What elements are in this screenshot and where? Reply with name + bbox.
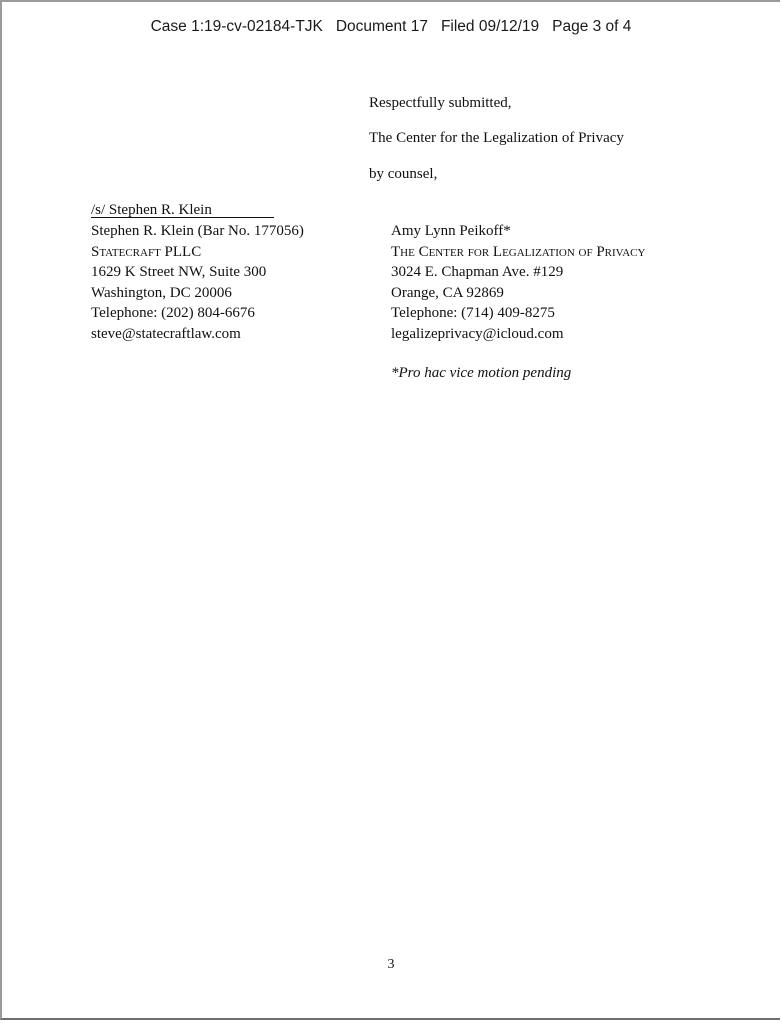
left-counsel-city: Washington, DC 20006	[91, 284, 232, 301]
right-counsel-email: legalizeprivacy@icloud.com	[391, 325, 564, 342]
closing-respectfully: Respectfully submitted,	[369, 95, 512, 111]
page-number: 3	[387, 957, 395, 972]
closing-by-counsel: by counsel,	[369, 166, 438, 182]
left-counsel-phone: Telephone: (202) 804-6676	[91, 305, 255, 321]
left-counsel-name: Stephen R. Klein (Bar No. 177056)	[91, 223, 304, 239]
left-counsel-firm: Statecraft PLLC	[91, 243, 202, 260]
filed-date: Filed 09/12/19	[440, 18, 540, 35]
closing-organization: The Center for the Legalization of Privacy	[369, 130, 624, 146]
right-counsel-block	[391, 221, 645, 344]
document-number: Document 17	[335, 18, 429, 35]
page-indicator: Page 3 of 4	[552, 18, 632, 35]
left-counsel-email: steve@statecraftlaw.com	[91, 325, 241, 342]
case-header	[0, 18, 782, 36]
right-counsel-org: The Center for Legalization of Privacy	[391, 243, 646, 260]
right-counsel-street: 3024 E. Chapman Ave. #129	[391, 264, 564, 280]
pro-hac-vice-note: *Pro hac vice motion pending	[391, 365, 572, 381]
right-counsel-name: Amy Lynn Peikoff*	[391, 223, 511, 239]
left-counsel-street: 1629 K Street NW, Suite 300	[91, 264, 267, 280]
right-counsel-city: Orange, CA 92869	[391, 284, 504, 301]
right-counsel-phone: Telephone: (714) 409-8275	[391, 305, 555, 321]
signature-line: /s/ Stephen R. Klein	[91, 202, 274, 218]
case-number: Case 1:19-cv-02184-TJK	[150, 18, 323, 35]
left-counsel-block	[91, 221, 304, 344]
